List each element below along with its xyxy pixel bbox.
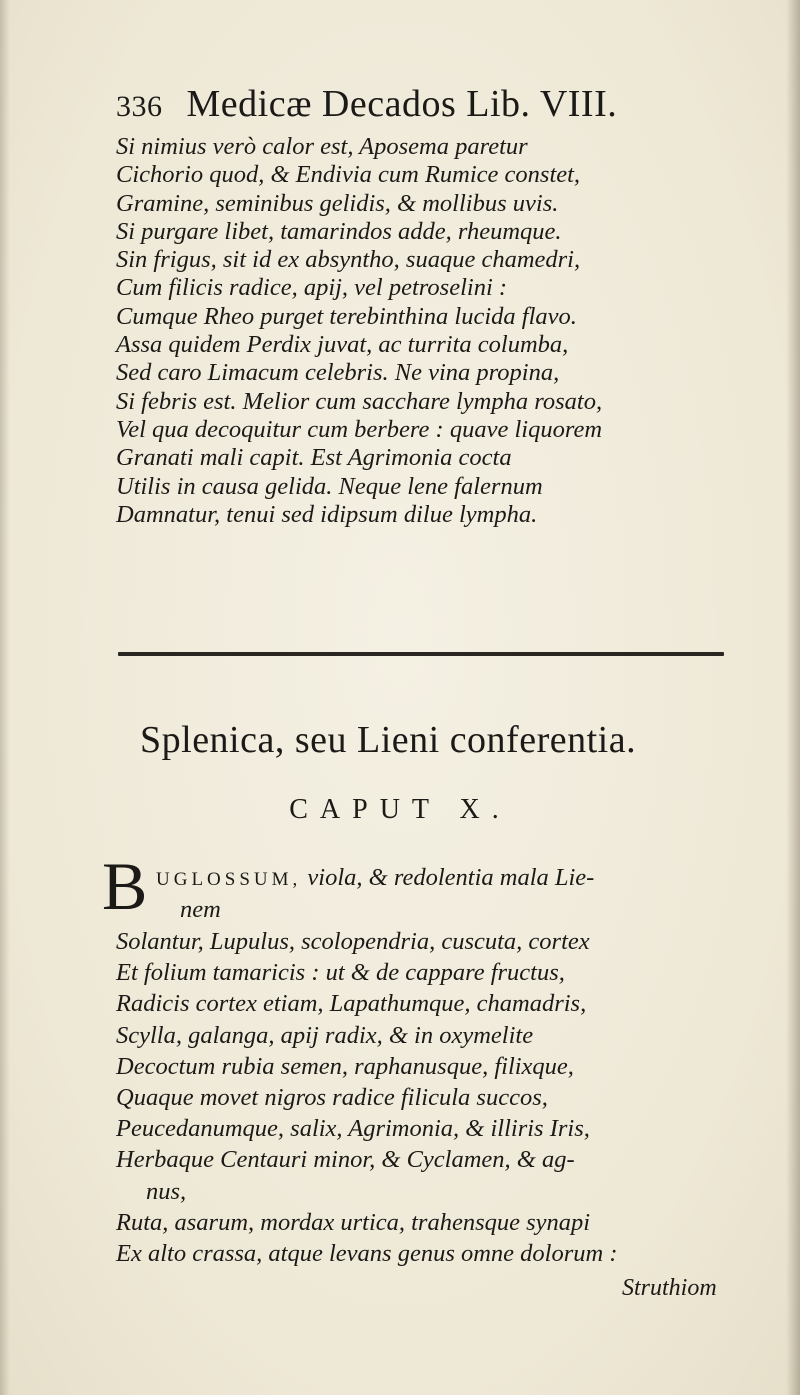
verse-line: Si febris est. Melior cum sacchare lympha rosato, xyxy=(116,387,603,415)
verse-line: Granati mali capit. Est Agrimonia cocta xyxy=(116,444,512,472)
verse-line: Ex alto crassa, atque levans genus omne dolorum : xyxy=(116,1239,618,1267)
verse-line: Gramine, seminibus gelidis, & mollibus uvis. xyxy=(116,189,559,217)
verse-line: Cumque Rheo purget terebinthina lucida flavo. xyxy=(116,302,577,330)
verse-line: Et folium tamaricis : ut & de cappare fructus, xyxy=(116,959,565,987)
verse-block-bottom xyxy=(116,926,618,1269)
verse-line: Quaque movet nigros radice filicula succos, xyxy=(116,1083,548,1111)
verse-block-top xyxy=(116,133,602,529)
opening-continuation: nem xyxy=(180,896,221,923)
verse-line: Si nimius verò calor est, Aposema paretur xyxy=(116,133,528,160)
verse-line: Assa quidem Perdix juvat, ac turrita columba, xyxy=(116,331,569,359)
catchword: Struthiom xyxy=(622,1275,717,1301)
running-header xyxy=(116,82,716,132)
verse-line: Vel qua decoquitur cum berbere : quave liquorem xyxy=(116,415,603,443)
section-title: Splenica, seu Lieni conferentia. xyxy=(140,719,637,761)
page-shadow-right xyxy=(786,0,800,1395)
verse-line: nus, xyxy=(146,1177,187,1205)
opening-line xyxy=(156,864,594,892)
section-divider-rule xyxy=(118,652,724,656)
verse-line: Scylla, galanga, apij radix, & in oxymelite xyxy=(116,1021,534,1049)
drop-cap: B xyxy=(102,848,148,924)
chapter-heading: CAPUT X. xyxy=(289,794,511,825)
verse-line: Utilis in causa gelida. Neque lene falernum xyxy=(116,472,543,500)
verse-line: Herbaque Centauri minor, & Cyclamen, & ag- xyxy=(116,1146,575,1174)
verse-line: Cum filicis radice, apij, vel petroselini : xyxy=(116,274,508,302)
verse-line: Decoctum rubia semen, raphanusque, filixque, xyxy=(116,1052,574,1080)
verse-line: Peucedanumque, salix, Agrimonia, & illiris Iris, xyxy=(116,1115,590,1143)
running-title: Medicæ Decados Lib. VIII. xyxy=(186,83,618,125)
page-shadow-left xyxy=(0,0,10,1395)
opening-line-rest: viola, & redolentia mala Lie- xyxy=(307,864,595,891)
verse-line: Damnatur, tenui sed idipsum dilue lympha. xyxy=(116,500,538,528)
page-number: 336 xyxy=(116,90,163,123)
verse-line: Cichorio quod, & Endivia cum Rumice constet, xyxy=(116,161,581,189)
verse-line: Si purgare libet, tamarindos adde, rheumque. xyxy=(116,217,562,245)
verse-line: Sed caro Limacum celebris. Ne vina propina, xyxy=(116,359,560,387)
verse-line: Radicis cortex etiam, Lapathumque, chamadris, xyxy=(116,990,587,1018)
verse-line: Solantur, Lupulus, scolopendria, cuscuta, cortex xyxy=(116,928,590,955)
verse-line: Ruta, asarum, mordax urtica, trahensque synapi xyxy=(116,1208,591,1236)
opening-small-caps: UGLOSSUM, xyxy=(156,869,302,890)
verse-line: Sin frigus, sit id ex absyntho, suaque chamedri, xyxy=(116,246,581,274)
